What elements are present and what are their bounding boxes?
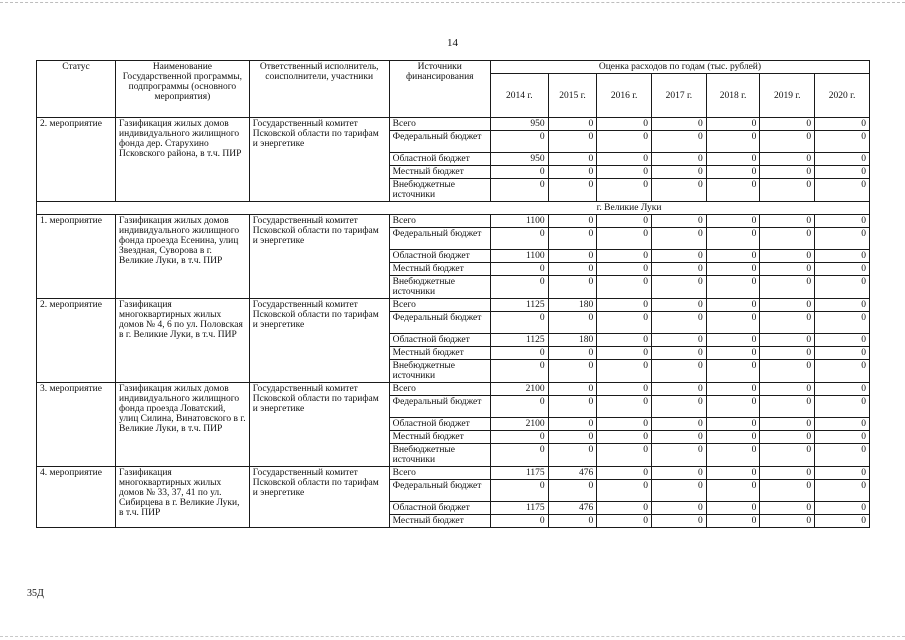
header-year: 2020 г.: [815, 74, 870, 118]
value-cell: 0: [652, 444, 707, 467]
value-cell: 0: [652, 276, 707, 299]
budget-table: [36, 60, 870, 528]
value-cell: 0: [548, 312, 597, 334]
section-row: [37, 202, 870, 215]
value-cell: 0: [815, 276, 870, 299]
value-cell: 0: [706, 360, 760, 383]
resp-cell: Государственный комитет Псковской области по тарифам и энергетике: [249, 467, 389, 528]
value-cell: 0: [706, 299, 760, 312]
value-cell: 0: [706, 383, 760, 396]
value-cell: 0: [760, 228, 815, 250]
value-cell: 0: [760, 431, 815, 444]
value-cell: 0: [597, 480, 652, 502]
value-cell: 0: [815, 396, 870, 418]
source-cell: Федеральный бюджет: [389, 480, 490, 502]
header-year: 2014 г.: [490, 74, 548, 118]
source-cell: Внебюджетные источники: [389, 360, 490, 383]
value-cell: 0: [548, 131, 597, 153]
page-code: 35Д: [27, 588, 44, 599]
value-cell: 0: [760, 515, 815, 528]
value-cell: 0: [760, 215, 815, 228]
source-cell: Местный бюджет: [389, 431, 490, 444]
value-cell: 0: [760, 276, 815, 299]
value-cell: 1100: [490, 215, 548, 228]
value-cell: 0: [548, 396, 597, 418]
value-cell: 0: [597, 515, 652, 528]
value-cell: 0: [597, 299, 652, 312]
value-cell: 0: [706, 467, 760, 480]
source-cell: Всего: [389, 118, 490, 131]
value-cell: 0: [548, 383, 597, 396]
value-cell: 0: [490, 263, 548, 276]
value-cell: 0: [490, 431, 548, 444]
value-cell: 0: [548, 118, 597, 131]
value-cell: 0: [490, 444, 548, 467]
value-cell: 0: [815, 515, 870, 528]
value-cell: 0: [548, 347, 597, 360]
value-cell: 1125: [490, 334, 548, 347]
value-cell: 0: [815, 383, 870, 396]
value-cell: 0: [490, 179, 548, 202]
value-cell: 0: [815, 179, 870, 202]
value-cell: 0: [597, 131, 652, 153]
status-cell: 2. мероприятие: [37, 118, 116, 202]
value-cell: 0: [548, 444, 597, 467]
header-year: 2016 г.: [597, 74, 652, 118]
value-cell: 0: [597, 166, 652, 179]
value-cell: 0: [652, 250, 707, 263]
value-cell: 0: [815, 166, 870, 179]
value-cell: 0: [652, 118, 707, 131]
value-cell: 0: [706, 166, 760, 179]
name-cell: Газификация жилых домов индивидуального жилищного фонда проезда Есенина, улиц Звездная, Суворова в г. Великие Луки, в т.ч. ПИР: [116, 215, 250, 299]
value-cell: 0: [652, 396, 707, 418]
source-cell: Местный бюджет: [389, 166, 490, 179]
source-cell: Местный бюджет: [389, 347, 490, 360]
table-header: [37, 61, 870, 118]
name-cell: Газификация жилых домов индивидуального жилищного фонда проезда Ловатский, улиц Силина, Винатовского в г. Великие Луки, в т.ч. ПИР: [116, 383, 250, 467]
value-cell: 0: [706, 334, 760, 347]
value-cell: 0: [597, 334, 652, 347]
value-cell: 0: [548, 418, 597, 431]
value-cell: 0: [652, 299, 707, 312]
value-cell: 0: [815, 131, 870, 153]
source-cell: Всего: [389, 215, 490, 228]
value-cell: 0: [706, 118, 760, 131]
value-cell: 0: [548, 228, 597, 250]
value-cell: 0: [652, 383, 707, 396]
value-cell: 0: [760, 131, 815, 153]
table-row: [37, 467, 870, 480]
value-cell: 0: [652, 215, 707, 228]
value-cell: 0: [652, 179, 707, 202]
source-cell: Внебюджетные источники: [389, 444, 490, 467]
value-cell: 0: [490, 515, 548, 528]
value-cell: 0: [760, 179, 815, 202]
value-cell: 0: [597, 444, 652, 467]
header-year: 2018 г.: [706, 74, 760, 118]
value-cell: 0: [652, 502, 707, 515]
source-cell: Федеральный бюджет: [389, 228, 490, 250]
value-cell: 0: [490, 347, 548, 360]
value-cell: 0: [815, 418, 870, 431]
value-cell: 0: [706, 153, 760, 166]
value-cell: 0: [706, 418, 760, 431]
value-cell: 476: [548, 502, 597, 515]
value-cell: 0: [490, 480, 548, 502]
value-cell: 0: [706, 179, 760, 202]
value-cell: 0: [815, 118, 870, 131]
value-cell: 0: [548, 215, 597, 228]
value-cell: 0: [706, 263, 760, 276]
value-cell: 0: [597, 118, 652, 131]
header-responsible: Ответственный исполнитель, соисполнители, участники: [249, 61, 389, 118]
value-cell: 1175: [490, 467, 548, 480]
source-cell: Федеральный бюджет: [389, 312, 490, 334]
value-cell: 0: [597, 263, 652, 276]
table-row: [37, 215, 870, 228]
value-cell: 0: [652, 153, 707, 166]
source-cell: Областной бюджет: [389, 418, 490, 431]
value-cell: 0: [760, 263, 815, 276]
value-cell: 0: [597, 250, 652, 263]
scan-edge-bottom: [0, 636, 905, 637]
value-cell: 0: [652, 418, 707, 431]
status-cell: 3. мероприятие: [37, 383, 116, 467]
value-cell: 0: [760, 153, 815, 166]
source-cell: Внебюджетные источники: [389, 179, 490, 202]
value-cell: 0: [760, 383, 815, 396]
value-cell: 0: [597, 347, 652, 360]
value-cell: 0: [760, 360, 815, 383]
scan-edge-top: [0, 2, 905, 3]
header-sources: Источники финансирования: [389, 61, 490, 118]
header-name: Наименование Государственной программы, подпрограммы (основного мероприятия): [116, 61, 250, 118]
page-number: 14: [447, 37, 458, 49]
source-cell: Всего: [389, 299, 490, 312]
value-cell: 0: [490, 360, 548, 383]
value-cell: 0: [760, 502, 815, 515]
value-cell: 0: [652, 263, 707, 276]
value-cell: 0: [706, 228, 760, 250]
source-cell: Федеральный бюджет: [389, 131, 490, 153]
source-cell: Областной бюджет: [389, 334, 490, 347]
value-cell: 2100: [490, 418, 548, 431]
value-cell: 0: [548, 166, 597, 179]
value-cell: 0: [760, 347, 815, 360]
value-cell: 0: [548, 263, 597, 276]
value-cell: 0: [815, 215, 870, 228]
source-cell: Областной бюджет: [389, 153, 490, 166]
header-year: 2015 г.: [548, 74, 597, 118]
value-cell: 0: [706, 396, 760, 418]
value-cell: 0: [815, 347, 870, 360]
value-cell: 0: [706, 502, 760, 515]
status-cell: 4. мероприятие: [37, 467, 116, 528]
name-cell: Газификация многоквартирных жилых домов № 33, 37, 41 по ул. Сибирцева в г. Великие Луки, в т.ч. ПИР: [116, 467, 250, 528]
value-cell: 0: [548, 250, 597, 263]
value-cell: 0: [597, 153, 652, 166]
value-cell: 0: [760, 444, 815, 467]
header-year: 2019 г.: [760, 74, 815, 118]
value-cell: 0: [760, 334, 815, 347]
value-cell: 0: [815, 263, 870, 276]
value-cell: 0: [706, 347, 760, 360]
value-cell: 180: [548, 334, 597, 347]
value-cell: 0: [652, 431, 707, 444]
value-cell: 0: [548, 276, 597, 299]
value-cell: 0: [815, 299, 870, 312]
value-cell: 0: [597, 467, 652, 480]
value-cell: 0: [490, 166, 548, 179]
table-row: [37, 299, 870, 312]
value-cell: 0: [815, 480, 870, 502]
resp-cell: Государственный комитет Псковской области по тарифам и энергетике: [249, 118, 389, 202]
header-year: 2017 г.: [652, 74, 707, 118]
value-cell: 0: [815, 334, 870, 347]
value-cell: 0: [597, 276, 652, 299]
value-cell: 0: [597, 312, 652, 334]
value-cell: 0: [815, 312, 870, 334]
value-cell: 0: [815, 444, 870, 467]
value-cell: 950: [490, 118, 548, 131]
value-cell: 0: [760, 250, 815, 263]
value-cell: 0: [760, 299, 815, 312]
value-cell: 0: [706, 131, 760, 153]
value-cell: 0: [652, 467, 707, 480]
source-cell: Областной бюджет: [389, 250, 490, 263]
value-cell: 0: [706, 444, 760, 467]
value-cell: 0: [706, 276, 760, 299]
value-cell: 0: [652, 131, 707, 153]
section-title: г. Великие Луки: [389, 202, 869, 215]
value-cell: 0: [760, 480, 815, 502]
value-cell: 0: [548, 480, 597, 502]
value-cell: 0: [815, 360, 870, 383]
source-cell: Областной бюджет: [389, 502, 490, 515]
value-cell: 0: [548, 153, 597, 166]
resp-cell: Государственный комитет Псковской области по тарифам и энергетике: [249, 383, 389, 467]
section-empty-cell: [37, 202, 390, 215]
value-cell: 1175: [490, 502, 548, 515]
value-cell: 0: [760, 118, 815, 131]
value-cell: 0: [652, 312, 707, 334]
value-cell: 0: [706, 515, 760, 528]
source-cell: Внебюджетные источники: [389, 276, 490, 299]
status-cell: 2. мероприятие: [37, 299, 116, 383]
value-cell: 0: [597, 502, 652, 515]
name-cell: Газификация жилых домов индивидуального жилищного фонда дер. Старухино Псковского района, в т.ч. ПИР: [116, 118, 250, 202]
value-cell: 0: [597, 360, 652, 383]
value-cell: 0: [597, 431, 652, 444]
source-cell: Местный бюджет: [389, 263, 490, 276]
value-cell: 0: [706, 431, 760, 444]
value-cell: 0: [760, 418, 815, 431]
value-cell: 0: [815, 431, 870, 444]
value-cell: 1125: [490, 299, 548, 312]
value-cell: 0: [652, 166, 707, 179]
value-cell: 1100: [490, 250, 548, 263]
value-cell: 0: [815, 467, 870, 480]
value-cell: 0: [652, 515, 707, 528]
value-cell: 0: [490, 131, 548, 153]
value-cell: 0: [706, 480, 760, 502]
value-cell: 0: [548, 431, 597, 444]
value-cell: 0: [706, 250, 760, 263]
value-cell: 0: [597, 418, 652, 431]
value-cell: 0: [652, 228, 707, 250]
value-cell: 0: [760, 312, 815, 334]
value-cell: 0: [597, 396, 652, 418]
header-status: Статус: [37, 61, 116, 118]
value-cell: 0: [815, 153, 870, 166]
value-cell: 0: [652, 334, 707, 347]
value-cell: 0: [597, 228, 652, 250]
name-cell: Газификация многоквартирных жилых домов № 4, 6 по ул. Половская в г. Великие Луки, в т.ч. ПИР: [116, 299, 250, 383]
value-cell: 0: [597, 179, 652, 202]
value-cell: 0: [490, 228, 548, 250]
value-cell: 0: [760, 396, 815, 418]
value-cell: 0: [706, 215, 760, 228]
value-cell: 0: [548, 360, 597, 383]
value-cell: 0: [490, 312, 548, 334]
value-cell: 0: [815, 228, 870, 250]
table-row: [37, 118, 870, 131]
resp-cell: Государственный комитет Псковской области по тарифам и энергетике: [249, 215, 389, 299]
value-cell: 0: [815, 250, 870, 263]
value-cell: 0: [760, 467, 815, 480]
value-cell: 0: [652, 480, 707, 502]
value-cell: 2100: [490, 383, 548, 396]
status-cell: 1. мероприятие: [37, 215, 116, 299]
table-row: [37, 383, 870, 396]
value-cell: 0: [706, 312, 760, 334]
source-cell: Местный бюджет: [389, 515, 490, 528]
resp-cell: Государственный комитет Псковской области по тарифам и энергетике: [249, 299, 389, 383]
value-cell: 0: [597, 383, 652, 396]
value-cell: 0: [548, 515, 597, 528]
value-cell: 0: [490, 396, 548, 418]
value-cell: 476: [548, 467, 597, 480]
value-cell: 950: [490, 153, 548, 166]
value-cell: 0: [652, 347, 707, 360]
header-estimate: Оценка расходов по годам (тыс. рублей): [490, 61, 869, 74]
value-cell: 0: [652, 360, 707, 383]
value-cell: 0: [490, 276, 548, 299]
value-cell: 0: [597, 215, 652, 228]
value-cell: 0: [760, 166, 815, 179]
value-cell: 0: [815, 502, 870, 515]
source-cell: Всего: [389, 383, 490, 396]
value-cell: 0: [548, 179, 597, 202]
source-cell: Всего: [389, 467, 490, 480]
value-cell: 180: [548, 299, 597, 312]
source-cell: Федеральный бюджет: [389, 396, 490, 418]
